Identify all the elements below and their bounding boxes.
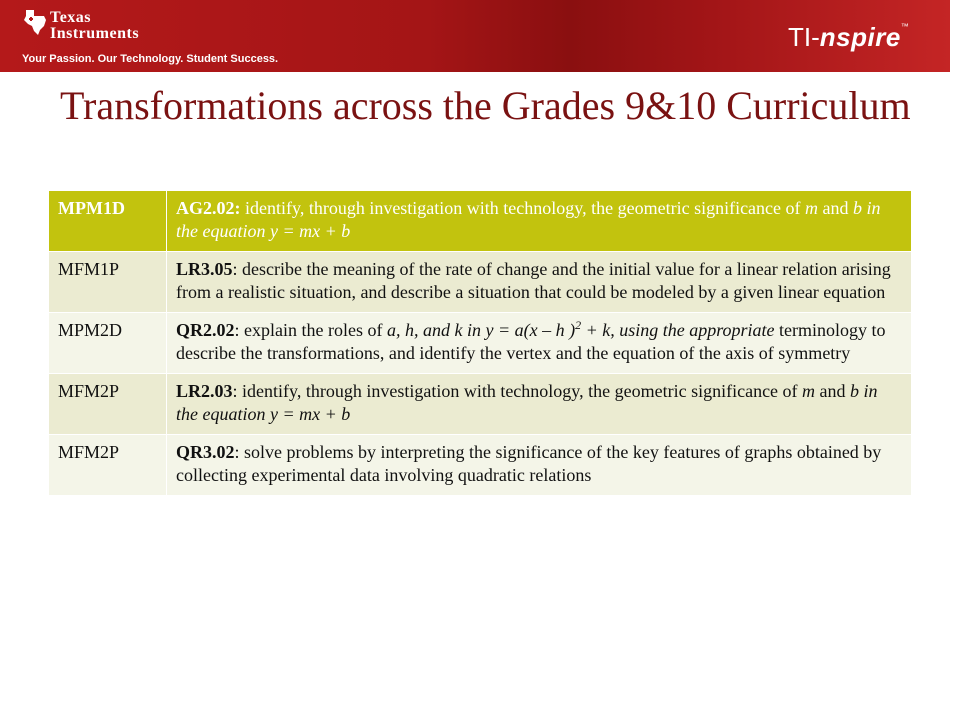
curriculum-table	[48, 190, 912, 496]
course-code: MFM2P	[49, 435, 167, 496]
product-logo: TI-nspire™	[788, 22, 909, 52]
course-code: MFM1P	[49, 252, 167, 313]
table-row	[49, 313, 912, 374]
texas-state-icon	[22, 8, 48, 36]
course-code: MFM2P	[49, 374, 167, 435]
expectation-text: LR2.03: identify, through investigation with technology, the geometric significance of m and b in the equation y = mx + b	[167, 374, 912, 435]
company-tagline: Your Passion. Our Technology. Student Success.	[22, 53, 279, 65]
header-banner	[0, 0, 950, 72]
page-title: Transformations across the Grades 9&10 Curriculum	[60, 83, 911, 128]
expectation-text: QR2.02: explain the roles of a, h, and k in y = a(x – h )$^2$ + k, using the appropriate terminology to describe the transformations, and identify the vertex and the equation of the axis of symmetry	[167, 313, 912, 374]
table-row	[49, 191, 912, 252]
course-code: MPM2D	[49, 313, 167, 374]
table-row	[49, 252, 912, 313]
expectation-text: LR3.05: describe the meaning of the rate of change and the initial value for a linear relation arising from a realistic situation, and describe a situation that could be modeled by a given linear equation	[167, 252, 912, 313]
banner-edge	[950, 0, 960, 72]
expectation-text: QR3.02: solve problems by interpreting the significance of the key features of graphs obtained by collecting experimental data involving quadratic relations	[167, 435, 912, 496]
course-code: MPM1D	[49, 191, 167, 252]
table-row	[49, 374, 912, 435]
expectation-text: AG2.02: identify, through investigation with technology, the geometric significance of m and b in the equation y = mx + b	[167, 191, 912, 252]
company-name: Texas Instruments	[50, 9, 140, 42]
table-row	[49, 435, 912, 496]
